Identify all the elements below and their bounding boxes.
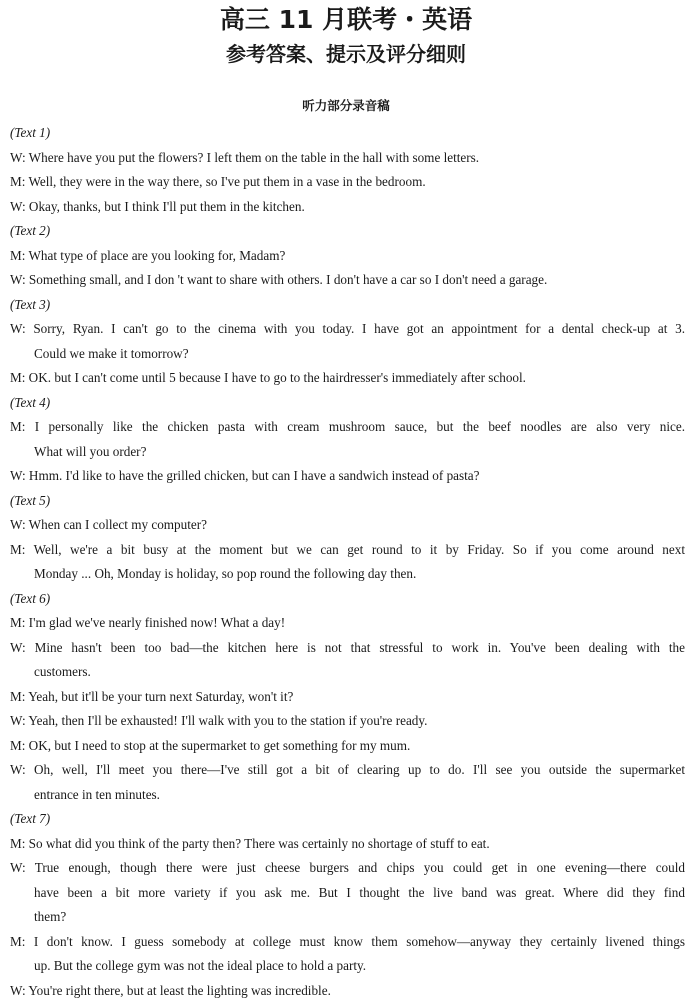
transcript-line: W: You're right there, but at least the lighting was incredible. [10, 982, 331, 998]
transcript-line: W: True enough, though there were just cheese burgers and chips you could get in one evening—there could [10, 860, 685, 875]
transcript-line: Monday ... Oh, Monday is holiday, so pop round the following day then. [34, 566, 417, 581]
text-label: (Text 2) [10, 223, 51, 238]
text-label: (Text 3) [10, 296, 51, 312]
transcript-line: W: When can I collect my computer? [10, 517, 207, 532]
transcript-line: M: OK. but I can't come until 5 because I have to go to the hairdresser's immediately after school. [10, 370, 526, 385]
transcript-line: What will you order? [34, 443, 147, 459]
text-label: (Text 6) [10, 590, 51, 606]
transcript-line: M: Well, they were in the way there, so I've put them in a vase in the bedroom. [10, 174, 426, 189]
transcript-line: W: Where have you put the flowers? I left them on the table in the hall with some letters. [10, 149, 480, 165]
transcript-line: W: Oh, well, I'll meet you there—I've still got a bit of clearing up to do. I'll see you outside the supermarket [10, 762, 685, 777]
transcript-line: M: So what did you think of the party then? There was certainly no shortage of stuff to eat. [10, 835, 490, 851]
transcript-line: W: Sorry, Ryan. I can't go to the cinema with you today. I have got an appointment for a dental check-up at 3. [10, 321, 685, 336]
transcript-line: M: What type of place are you looking for, Madam? [10, 247, 286, 263]
text-label: (Text 1) [10, 125, 51, 140]
transcript-line: have been a bit more variety if you ask me. But I thought the live band was great. Where did they find [34, 884, 685, 900]
transcript-line: W: Okay, thanks, but I think I'll put them in the kitchen. [10, 198, 305, 214]
transcript-line: M: Well, we're a bit busy at the moment but we can get round to it by Friday. So if you come around next [10, 541, 685, 557]
transcript-line: Could we make it tomorrow? [34, 345, 189, 361]
text-label: (Text 7) [10, 811, 51, 826]
text-label: (Text 5) [10, 492, 51, 508]
transcript-line: W: Hmm. I'd like to have the grilled chicken, but can I have a sandwich instead of pasta? [10, 468, 480, 483]
transcript-line: M: I personally like the chicken pasta with cream mushroom sauce, but the beef noodles are also very nice. [10, 419, 685, 434]
transcript-line: M: Yeah, but it'll be your turn next Saturday, won't it? [10, 688, 294, 704]
document-subtitle: 参考答案、提示及评分细则 [226, 42, 466, 66]
transcript-line: W: Something small, and I don 't want to share with others. I don't have a car so I don't need a garage. [10, 272, 548, 287]
section-title: 听力部分录音稿 [302, 98, 390, 113]
transcript-line: up. But the college gym was not the ideal place to hold a party. [34, 958, 367, 973]
transcript-body [10, 121, 685, 1003]
transcript-line: them? [34, 909, 67, 924]
transcript-line: M: I don't know. I guess somebody at college must know them somehow—anyway they certainly livened things [10, 933, 685, 949]
transcript-line: M: OK, but I need to stop at the supermarket to get something for my mum. [10, 737, 411, 753]
transcript-line: customers. [34, 664, 91, 679]
transcript-line: M: I'm glad we've nearly finished now! What a day! [10, 615, 286, 630]
transcript-line: W: Yeah, then I'll be exhausted! I'll walk with you to the station if you're ready. [10, 713, 428, 728]
text-label: (Text 4) [10, 394, 51, 410]
document-title: 高三 11 月联考・英语 [219, 5, 473, 34]
transcript-line: W: Mine hasn't been too bad—the kitchen here is not that stressful to work in. You've been dealing with the [10, 639, 685, 655]
transcript-line: entrance in ten minutes. [34, 786, 160, 802]
